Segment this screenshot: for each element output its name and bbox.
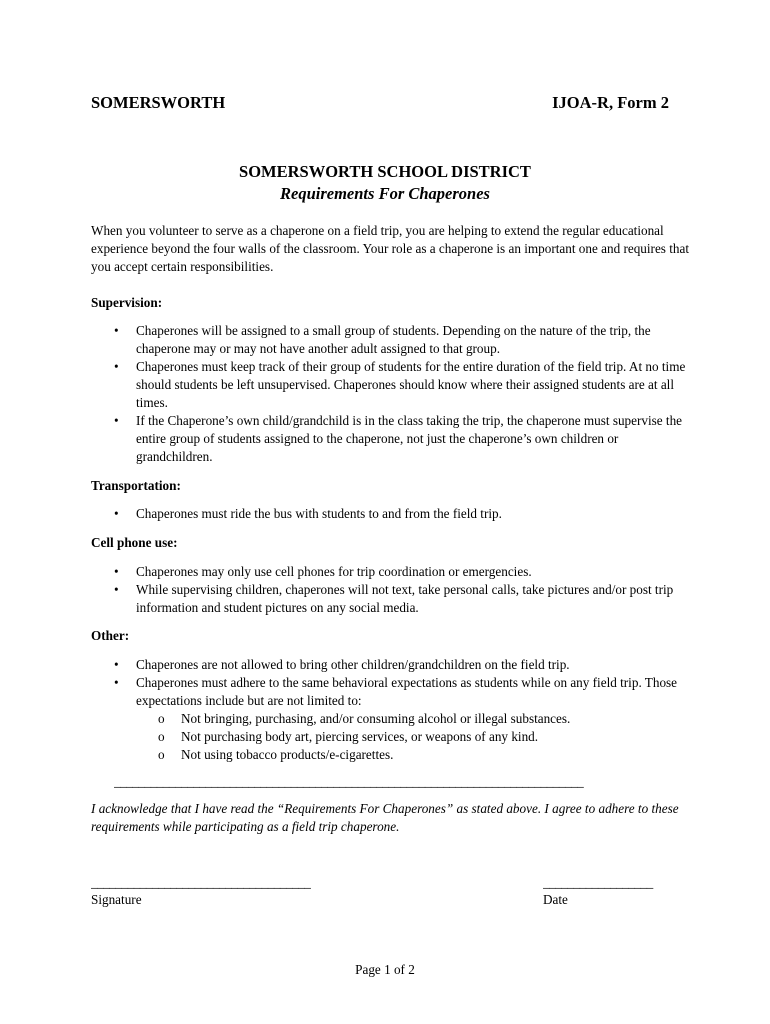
list-item <box>91 412 691 466</box>
list-item <box>91 322 691 358</box>
list-item <box>91 581 691 617</box>
list-item-text: Chaperones are not allowed to bring other children/grandchildren on the field trip. <box>136 657 570 672</box>
list-item-text: Chaperones must ride the bus with students to and from the field trip. <box>136 506 502 521</box>
other-heading: Other: <box>91 628 130 643</box>
bullet-icon: • <box>114 675 119 690</box>
circle-bullet-icon: o <box>158 711 165 726</box>
signature-label: Signature <box>91 892 142 907</box>
bullet-icon: • <box>114 564 119 579</box>
list-item <box>91 674 691 764</box>
signature-line: ____________________________________ <box>91 875 311 890</box>
bullet-icon: • <box>114 413 119 428</box>
date-line: __________________ <box>543 875 653 890</box>
supervision-list <box>91 322 691 466</box>
list-item <box>91 563 691 581</box>
bullet-icon: • <box>114 359 119 374</box>
intro-paragraph: When you volunteer to serve as a chaperone on a field trip, you are helping to extend the regular educational experience beyond the four walls of the classroom. Your role as a chaperone is an important one and requires that you accept certain responsibilities. <box>91 223 690 274</box>
circle-bullet-icon: o <box>158 729 165 744</box>
bullet-icon: • <box>114 582 119 597</box>
bullet-icon: • <box>114 323 119 338</box>
list-item-text: Chaperones must keep track of their group of students for the entire duration of the field trip. At no time should students be left unsupervised. Chaperones should know where their assigned students are at all times. <box>136 359 686 410</box>
list-item-text: While supervising children, chaperones will not text, take personal calls, take pictures and/or post trip information and student pictures on any social media. <box>136 582 674 615</box>
sublist-item <box>136 728 691 746</box>
form-subtitle: Requirements For Chaperones <box>280 184 490 203</box>
transportation-heading: Transportation: <box>91 478 181 493</box>
sublist-item <box>136 710 691 728</box>
district-title: SOMERSWORTH SCHOOL DISTRICT <box>239 162 531 181</box>
acknowledgement-statement: I acknowledge that I have read the “Requirements For Chaperones” as stated above. I agree to adhere to these requirements while participating as a field trip chaperone. <box>91 801 679 834</box>
section-divider: _____________________________________________________________________________ <box>114 774 584 789</box>
list-item-text: Chaperones may only use cell phones for trip coordination or emergencies. <box>136 564 532 579</box>
sublist-item <box>136 746 691 764</box>
cell-phone-heading: Cell phone use: <box>91 535 178 550</box>
list-item <box>91 358 691 412</box>
list-item <box>91 656 691 674</box>
bullet-icon: • <box>114 657 119 672</box>
sublist-item-text: Not purchasing body art, piercing services, or weapons of any kind. <box>181 729 539 744</box>
list-item <box>91 505 691 523</box>
bullet-icon: • <box>114 506 119 521</box>
list-item-text: Chaperones will be assigned to a small group of students. Depending on the nature of the trip, the chaperone may or may not have another adult assigned to that group. <box>136 323 651 356</box>
expectations-sublist <box>136 710 691 764</box>
document-header <box>91 93 669 113</box>
form-code: IJOA-R, Form 2 <box>552 93 669 112</box>
list-item-text: Chaperones must adhere to the same behavioral expectations as students while on any field trip. Those expectations include but are not limited to: <box>136 675 678 708</box>
supervision-heading: Supervision: <box>91 295 163 310</box>
circle-bullet-icon: o <box>158 747 165 762</box>
date-label: Date <box>543 892 568 907</box>
sublist-item-text: Not using tobacco products/e-cigarettes. <box>181 747 394 762</box>
other-list <box>91 656 691 764</box>
cell-phone-list <box>91 563 691 617</box>
header-left-title: SOMERSWORTH <box>91 93 226 112</box>
list-item-text: If the Chaperone’s own child/grandchild is in the class taking the trip, the chaperone must supervise the entire group of students assigned to the chaperone, not just the chaperone’s own children or grandchildren. <box>136 413 683 464</box>
page-number: Page 1 of 2 <box>355 962 415 977</box>
transportation-list <box>91 505 691 523</box>
sublist-item-text: Not bringing, purchasing, and/or consuming alcohol or illegal substances. <box>181 711 571 726</box>
